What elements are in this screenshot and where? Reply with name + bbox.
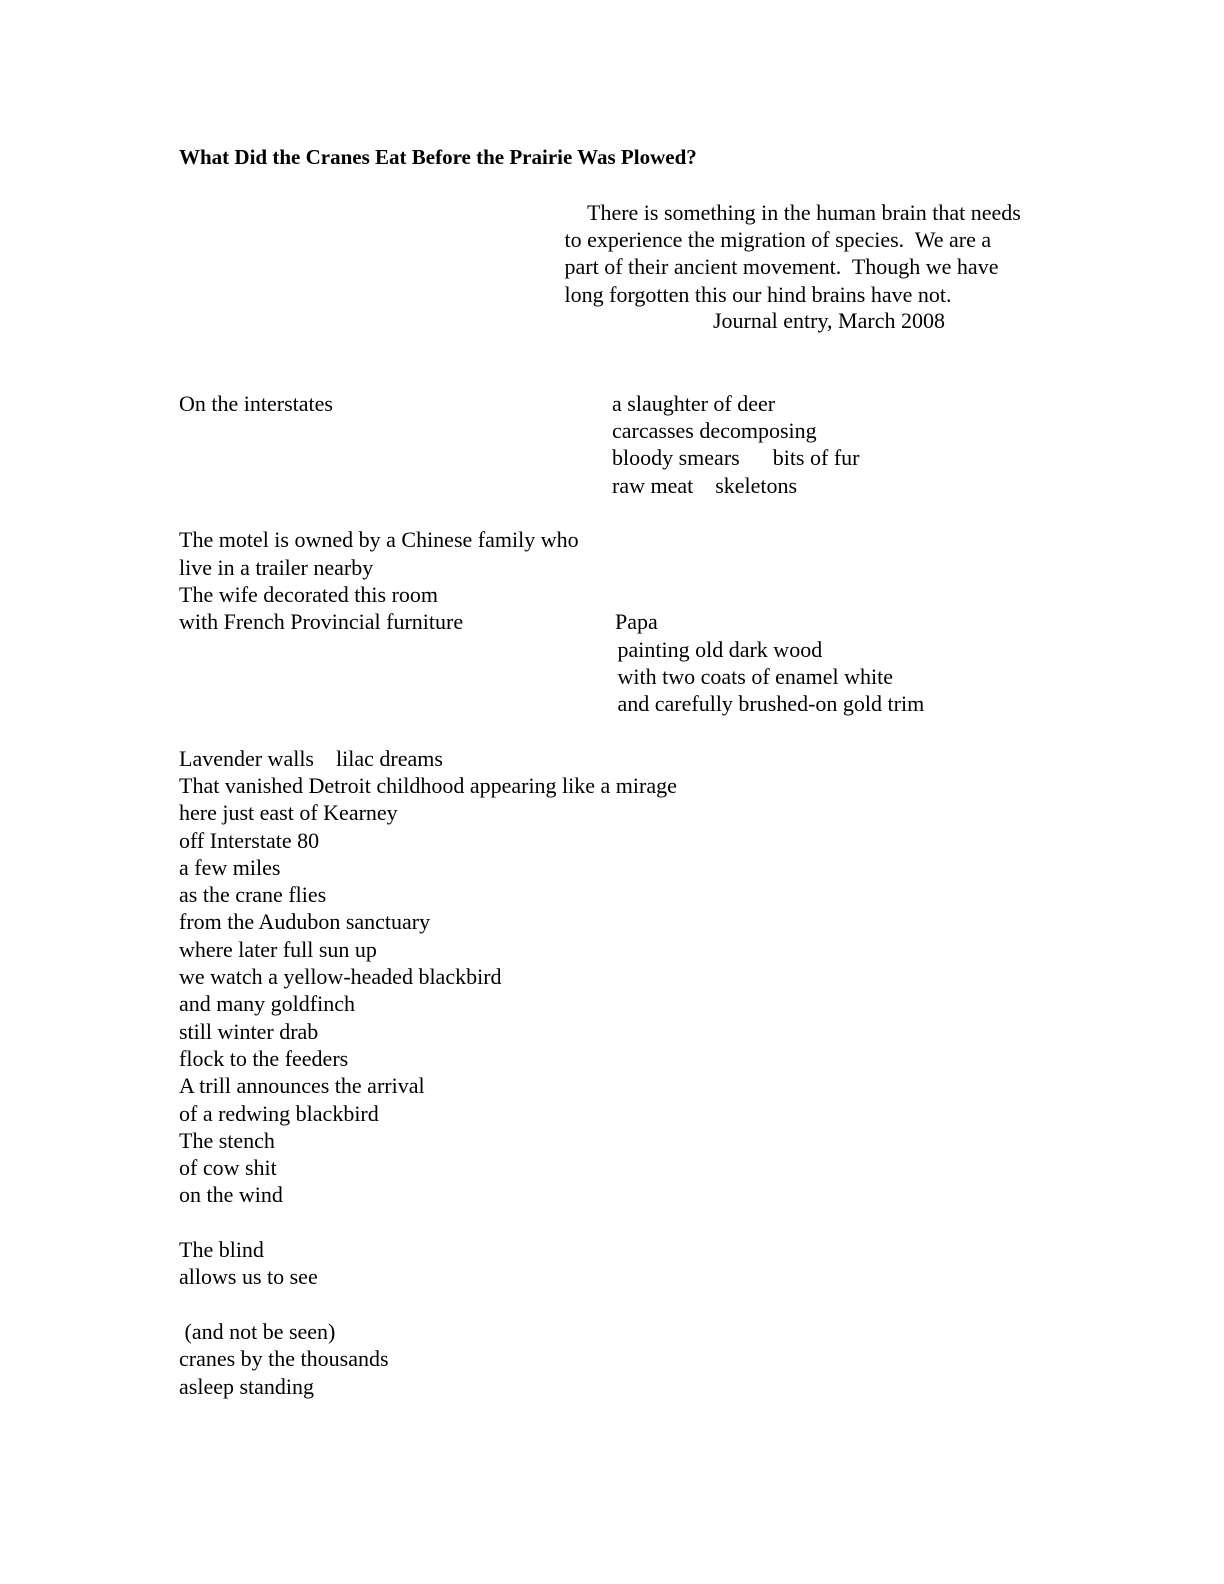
poem-title: What Did the Cranes Eat Before the Prairie Was Plowed? bbox=[179, 145, 697, 169]
poem-line: allows us to see bbox=[179, 1264, 318, 1289]
poem-line: asleep standing bbox=[179, 1374, 315, 1399]
poem-line: still winter drab bbox=[179, 1019, 319, 1044]
epigraph-line: long forgotten this our hind brains have not. bbox=[559, 282, 952, 307]
poem-line: Papa bbox=[615, 609, 658, 634]
poem-line: as the crane flies bbox=[179, 882, 327, 907]
epigraph-attribution: Journal entry, March 2008 bbox=[713, 308, 945, 333]
poem-line: a few miles bbox=[179, 855, 281, 880]
poem-line: of cow shit bbox=[179, 1155, 277, 1180]
poem-line: flock to the feeders bbox=[179, 1046, 349, 1071]
poem-line: off Interstate 80 bbox=[179, 828, 320, 853]
poem-line: raw meat skeletons bbox=[612, 473, 798, 498]
epigraph-line: There is something in the human brain that needs bbox=[587, 200, 1021, 225]
poem-line: The blind bbox=[179, 1237, 264, 1262]
poem-line: cranes by the thousands bbox=[179, 1346, 389, 1371]
poem-line: and carefully brushed-on gold trim bbox=[612, 691, 925, 716]
epigraph-line: part of their ancient movement. Though we have bbox=[559, 254, 999, 279]
poem-line: painting old dark wood bbox=[612, 637, 823, 662]
poem-line: we watch a yellow-headed blackbird bbox=[179, 964, 502, 989]
poem-line: a slaughter of deer bbox=[612, 391, 776, 416]
poem-line: here just east of Kearney bbox=[179, 800, 398, 825]
poem-line: Lavender walls lilac dreams bbox=[179, 746, 443, 771]
poem-line: On the interstates bbox=[179, 391, 333, 416]
poem-line: live in a trailer nearby bbox=[179, 555, 374, 580]
poem-line: That vanished Detroit childhood appearing like a mirage bbox=[179, 773, 677, 798]
poem-line: The stench bbox=[179, 1128, 275, 1153]
poem-line: with French Provincial furniture bbox=[179, 609, 464, 634]
poem-line: from the Audubon sanctuary bbox=[179, 909, 431, 934]
poem-line: carcasses decomposing bbox=[612, 418, 817, 443]
poem-line: The wife decorated this room bbox=[179, 582, 439, 607]
poem-line: bloody smears bits of fur bbox=[612, 445, 860, 470]
poem-line: and many goldfinch bbox=[179, 991, 355, 1016]
poem-line: with two coats of enamel white bbox=[612, 664, 894, 689]
poem-line: (and not be seen) bbox=[179, 1319, 336, 1344]
epigraph-line: to experience the migration of species. We are a bbox=[559, 227, 992, 252]
poem-line: The motel is owned by a Chinese family who bbox=[179, 527, 579, 552]
poem-line: on the wind bbox=[179, 1182, 283, 1207]
poem-line: of a redwing blackbird bbox=[179, 1101, 379, 1126]
poem-line: A trill announces the arrival bbox=[179, 1073, 425, 1098]
poem-line: where later full sun up bbox=[179, 937, 377, 962]
